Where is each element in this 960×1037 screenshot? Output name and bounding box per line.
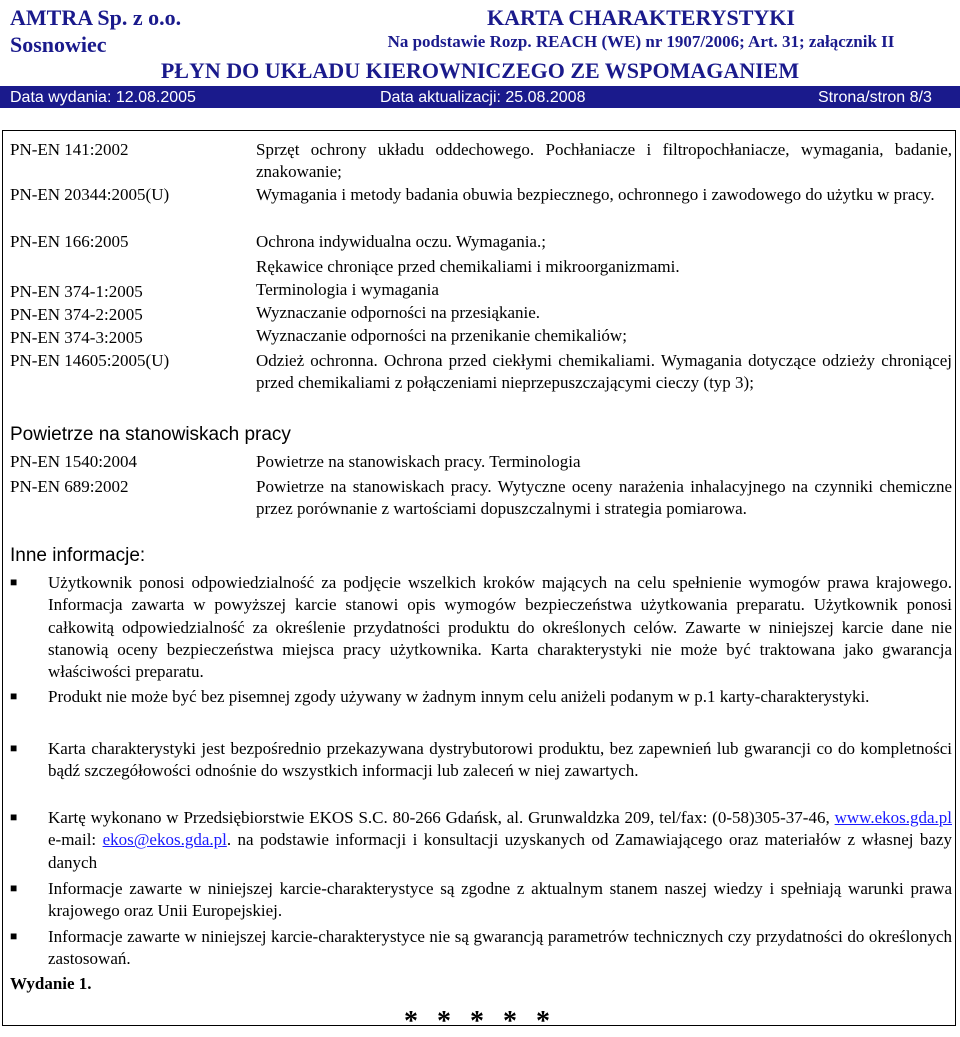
- doc-basis: Na podstawie Rozp. REACH (WE) nr 1907/2006; Art. 31; załącznik II: [387, 32, 895, 51]
- standard-code: PN-EN 166:2005: [10, 232, 129, 251]
- standard-desc: Ochrona indywidualna oczu. Wymagania.;: [256, 232, 546, 251]
- document-header: [0, 0, 960, 110]
- list-item: Karta charakterystyki jest bezpośrednio przekazywana dystrybutorowi produktu, bez zapewnień lub gwarancji co do kompletności bądź szczegółowości odnośnie do wszystkich informacji lub zaleceń w niej zawartych.: [48, 739, 952, 781]
- bullet-icon: ■: [10, 689, 18, 703]
- bullet-icon: ■: [10, 741, 18, 755]
- page-counter: Strona/stron 8/3: [818, 89, 932, 106]
- standard-desc: Wymagania i metody badania obuwia bezpiecznego, ochronnego i zawodowego do użytku w pracy.: [256, 185, 935, 204]
- ekos-website-link[interactable]: www.ekos.gda.pl: [834, 808, 952, 827]
- section-heading-other: Inne informacje:: [10, 545, 146, 566]
- list-item: Użytkownik ponosi odpowiedzialność za podjęcie wszelkich kroków mających na celu spełnienie wymogów prawa krajowego. Informacja zawarta w powyższej karcie stanowi opis wymogów bezpieczeństwa użytkowania preparatu. Użytkownik ponosi całkowitą odpowiedzialność za określenie przydatności produktu do określonych celów. Zawarte w niniejszej karcie dane nie stanowią oceny bezpieczeństwa miejsca pracy użytkownika. Karta charakterystyki nie może być traktowana jako gwarancja właściwości preparatu.: [48, 573, 952, 682]
- standard-code: PN-EN 374-3:2005: [10, 328, 143, 347]
- standard-code: PN-EN 689:2002: [10, 477, 129, 496]
- standard-desc: Wyznaczanie odporności na przesiąkanie.: [256, 303, 541, 322]
- list-item: Produkt nie może być bez pisemnej zgody używany w żadnym innym celu aniżeli podanym w p.1 karty-charakterystyki.: [48, 687, 870, 706]
- edition-label: Wydanie 1.: [10, 974, 92, 993]
- standard-code: PN-EN 374-1:2005: [10, 282, 143, 301]
- doc-title: KARTA CHARAKTERYSTYKI: [487, 5, 795, 30]
- standard-code: PN-EN 20344:2005(U): [10, 185, 170, 204]
- standard-desc: Wyznaczanie odporności na przenikanie chemikaliów;: [256, 326, 627, 345]
- issue-date: Data wydania: 12.08.2005: [10, 89, 196, 106]
- bullet-icon: ■: [10, 810, 18, 824]
- list-item: Informacje zawarte w niniejszej karcie-charakterystyce są zgodne z aktualnym stanem naszej wiedzy i spełniają warunki prawa krajowego oraz Unii Europejskiej.: [48, 879, 952, 921]
- doc-title-block: [326, 4, 956, 53]
- standard-desc: Powietrze na stanowiskach pracy. Terminologia: [256, 452, 581, 471]
- end-stars: * * * * *: [404, 1006, 556, 1037]
- dates-bar: [0, 86, 960, 108]
- product-name: PŁYN DO UKŁADU KIEROWNICZEGO ZE WSPOMAGANIEM: [160, 58, 800, 83]
- company-block: [10, 4, 181, 58]
- standard-desc: Terminologia i wymagania: [256, 280, 439, 299]
- bullet-icon: ■: [10, 929, 18, 943]
- ekos-email-link[interactable]: ekos@ekos.gda.pl: [102, 830, 227, 850]
- standard-code: PN-EN 14605:2005(U): [10, 351, 170, 370]
- standard-code: PN-EN 1540:2004: [10, 452, 138, 471]
- standard-code: PN-EN 141:2002: [10, 140, 129, 159]
- bullet-icon: ■: [10, 575, 18, 589]
- standard-desc: Odzież ochronna. Ochrona przed ciekłymi chemikaliami. Wymagania dotyczące odzieży chroniącej przed chemikaliami z połączeniami nieprzepuszczającymi cieczy (typ 3);: [256, 351, 952, 392]
- standard-desc: Powietrze na stanowiskach pracy. Wytyczne oceny narażenia inhalacyjnego na czynniki chemiczne przez porównanie z wartościami dopuszczalnymi i strategia pomiarowa.: [256, 477, 952, 518]
- bullet-icon: ■: [10, 881, 18, 895]
- ekos-text: e-mail:: [48, 830, 103, 850]
- standard-code: PN-EN 374-2:2005: [10, 305, 143, 324]
- section-heading-air: Powietrze na stanowiskach pracy: [10, 424, 291, 445]
- standard-desc: Rękawice chroniące przed chemikaliami i mikroorganizmami.: [256, 257, 680, 276]
- list-item-ekos: [48, 807, 952, 874]
- company-city: Sosnowiec: [10, 32, 107, 57]
- ekos-text: Kartę wykonano w Przedsiębiorstwie EKOS S.C. 80-266 Gdańsk, al. Grunwaldzka 209, tel/fax: (0-58)305-37-46,: [48, 808, 835, 827]
- update-date: Data aktualizacji: 25.08.2008: [380, 89, 586, 106]
- company-name: AMTRA Sp. z o.o.: [10, 5, 182, 30]
- standard-desc: Sprzęt ochrony układu oddechowego. Pochłaniacze i filtropochłaniacze, wymagania, badanie, znakowanie;: [256, 140, 952, 181]
- ekos-text: . na podstawie informacji i konsultacji uzyskanych od Zamawiającego oraz materiałów z własnej bazy danych: [48, 830, 952, 872]
- list-item: Informacje zawarte w niniejszej karcie-charakterystyce nie są gwarancją parametrów technicznych czy przydatności do określonych zastosowań.: [48, 927, 952, 969]
